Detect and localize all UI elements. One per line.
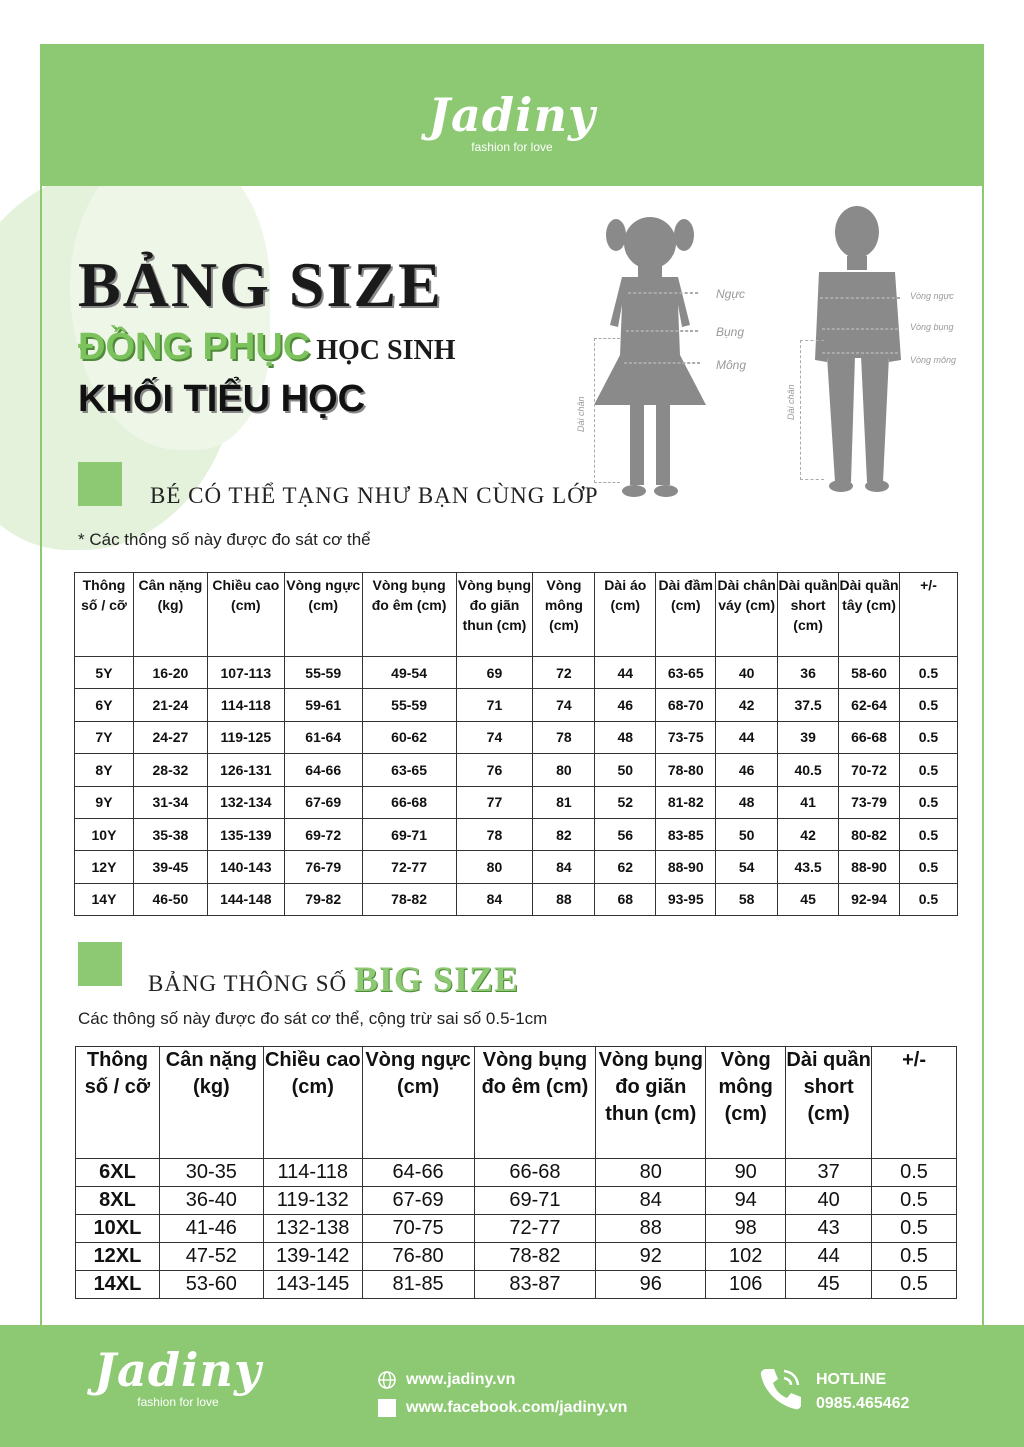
size-label-cell: 6Y [75, 689, 134, 721]
table-header-row [75, 573, 958, 657]
table-cell: 73-79 [839, 786, 900, 818]
size-label-cell: 14Y [75, 883, 134, 915]
girl-hip-line [624, 362, 700, 364]
table-cell: 144-148 [207, 883, 284, 915]
t2-header-cell: Dài quần short (cm) [786, 1047, 872, 1159]
table-cell: 102 [706, 1243, 786, 1271]
table-cell: 44 [595, 657, 656, 689]
table-cell: 24-27 [133, 721, 207, 753]
table-row [76, 1243, 957, 1271]
table-cell: 68-70 [656, 689, 716, 721]
table-row [76, 1215, 957, 1243]
girl-label-hip: Mông [716, 358, 747, 372]
table-cell: 46-50 [133, 883, 207, 915]
table-cell: 0.5 [899, 883, 957, 915]
table-cell: 96 [596, 1271, 706, 1299]
table-cell: 54 [716, 851, 778, 883]
t2-header-cell: Vòng ngực (cm) [362, 1047, 474, 1159]
table-cell: 66-68 [362, 786, 456, 818]
table-cell: 64-66 [284, 754, 362, 786]
table-cell: 74 [533, 689, 595, 721]
table-cell: 69 [456, 657, 533, 689]
table-cell: 40 [786, 1187, 872, 1215]
section2-marker [78, 942, 122, 986]
table-cell: 39 [778, 721, 839, 753]
table-cell: 42 [778, 818, 839, 850]
table-row [75, 657, 958, 689]
table-cell: 63-65 [656, 657, 716, 689]
girl-leg-line [594, 338, 620, 483]
facebook-link[interactable]: www.facebook.com/jadiny.vn [406, 1399, 628, 1416]
boy-label-chest: Vòng ngực [910, 291, 954, 301]
table-cell: 132-138 [263, 1215, 362, 1243]
table-cell: 36-40 [159, 1187, 263, 1215]
table-cell: 0.5 [872, 1187, 957, 1215]
table-cell: 94 [706, 1187, 786, 1215]
table-cell: 80 [533, 754, 595, 786]
table-cell: 76-80 [362, 1243, 474, 1271]
section2-title-big: BIG SIZE [353, 959, 519, 999]
girl-label-chest: Ngực [716, 287, 745, 301]
t2-header-cell: Vòng bụng đo êm (cm) [474, 1047, 596, 1159]
table-cell: 60-62 [362, 721, 456, 753]
table-cell: 58 [716, 883, 778, 915]
table-cell: 69-71 [474, 1187, 596, 1215]
boy-label-hip: Vòng mông [910, 355, 957, 365]
table-cell: 74 [456, 721, 533, 753]
section1-title: BÉ CÓ THỂ TẠNG NHƯ BẠN CÙNG LỚP [150, 483, 599, 508]
boy-chest-line [820, 297, 900, 299]
table-cell: 21-24 [133, 689, 207, 721]
table-cell: 62-64 [839, 689, 900, 721]
table-cell: 0.5 [899, 721, 957, 753]
table-row [75, 883, 958, 915]
t1-header-cell: Dài đầm (cm) [656, 573, 716, 657]
size-table-big [75, 1046, 957, 1299]
table-cell: 93-95 [656, 883, 716, 915]
table-cell: 55-59 [284, 657, 362, 689]
table-cell: 64-66 [362, 1159, 474, 1187]
table-cell: 28-32 [133, 754, 207, 786]
table-cell: 45 [778, 883, 839, 915]
table-cell: 70-75 [362, 1215, 474, 1243]
table-cell: 0.5 [899, 818, 957, 850]
table-cell: 126-131 [207, 754, 284, 786]
table-cell: 66-68 [474, 1159, 596, 1187]
table-cell: 114-118 [207, 689, 284, 721]
table-cell: 50 [595, 754, 656, 786]
t2-header-cell: Vòng bụng đo giãn thun (cm) [596, 1047, 706, 1159]
table-cell: 62 [595, 851, 656, 883]
table-cell: 0.5 [872, 1215, 957, 1243]
table-cell: 46 [595, 689, 656, 721]
girl-chest-line [628, 292, 698, 294]
table-cell: 88 [596, 1215, 706, 1243]
table-cell: 67-69 [362, 1187, 474, 1215]
table-cell: 46 [716, 754, 778, 786]
facebook-row [378, 1399, 627, 1417]
table-cell: 92-94 [839, 883, 900, 915]
t1-header-cell: Chiều cao (cm) [207, 573, 284, 657]
table-cell: 42 [716, 689, 778, 721]
table-cell: 48 [595, 721, 656, 753]
table-cell: 80 [456, 851, 533, 883]
table-cell: 0.5 [872, 1243, 957, 1271]
table-cell: 39-45 [133, 851, 207, 883]
table-row [76, 1159, 957, 1187]
size-label-cell: 9Y [75, 786, 134, 818]
t1-header-cell: Vòng bụng đo giãn thun (cm) [456, 573, 533, 657]
table-cell: 78 [456, 818, 533, 850]
table-cell: 40 [716, 657, 778, 689]
table-cell: 59-61 [284, 689, 362, 721]
table-cell: 72 [533, 657, 595, 689]
table-cell: 139-142 [263, 1243, 362, 1271]
table-cell: 63-65 [362, 754, 456, 786]
boy-leg-line [800, 340, 824, 480]
table-cell: 71 [456, 689, 533, 721]
facebook-icon [378, 1399, 396, 1417]
t1-header-cell: Vòng ngực (cm) [284, 573, 362, 657]
header-logo [412, 88, 612, 154]
boy-hip-line [822, 352, 898, 354]
page-subtitle [78, 326, 455, 369]
table-header-row [76, 1047, 957, 1159]
t1-header-cell: Dài quần tây (cm) [839, 573, 900, 657]
table-cell: 41-46 [159, 1215, 263, 1243]
t1-header-cell: Cân nặng (kg) [133, 573, 207, 657]
section2-title-prefix: BẢNG THÔNG SỐ [148, 971, 348, 996]
section2-title [148, 958, 519, 1000]
table-row [75, 721, 958, 753]
globe-icon [378, 1371, 396, 1389]
table-cell: 0.5 [899, 689, 957, 721]
t2-header-cell: Chiều cao (cm) [263, 1047, 362, 1159]
t1-header-cell: Dài áo (cm) [595, 573, 656, 657]
table-cell: 37 [786, 1159, 872, 1187]
boy-waist-line [822, 328, 898, 330]
table-cell: 98 [706, 1215, 786, 1243]
size-label-cell: 8Y [75, 754, 134, 786]
table-cell: 83-85 [656, 818, 716, 850]
table-cell: 88 [533, 883, 595, 915]
table-cell: 78-82 [362, 883, 456, 915]
table-cell: 78 [533, 721, 595, 753]
t2-header-cell: Thông số / cỡ [76, 1047, 160, 1159]
hotline-label: HOTLINE [816, 1371, 887, 1388]
table-cell: 135-139 [207, 818, 284, 850]
table-cell: 31-34 [133, 786, 207, 818]
table-cell: 41 [778, 786, 839, 818]
table-cell: 107-113 [207, 657, 284, 689]
t1-header-cell: Dài quần short (cm) [778, 573, 839, 657]
table-cell: 72-77 [474, 1215, 596, 1243]
table-cell: 81-85 [362, 1271, 474, 1299]
size-label-cell: 12XL [76, 1243, 160, 1271]
t2-header-cell: Vòng mông (cm) [706, 1047, 786, 1159]
hotline-number[interactable]: 0985.465462 [816, 1395, 910, 1412]
table-cell: 143-145 [263, 1271, 362, 1299]
t2-header-cell: Cân nặng (kg) [159, 1047, 263, 1159]
table-cell: 70-72 [839, 754, 900, 786]
table-cell: 88-90 [839, 851, 900, 883]
size-label-cell: 10Y [75, 818, 134, 850]
table-cell: 114-118 [263, 1159, 362, 1187]
table-cell: 79-82 [284, 883, 362, 915]
table-cell: 47-52 [159, 1243, 263, 1271]
table-row [75, 754, 958, 786]
table-cell: 90 [706, 1159, 786, 1187]
boy-label-waist: Vòng bụng [910, 322, 954, 332]
page-subtitle-2: KHỐI TIỂU HỌC [78, 378, 366, 420]
brand-name: Jadiny [428, 88, 596, 142]
footer-band [0, 1325, 1024, 1447]
website-link[interactable]: www.jadiny.vn [406, 1371, 516, 1388]
phone-icon [756, 1363, 806, 1413]
size-label-cell: 7Y [75, 721, 134, 753]
table-cell: 67-69 [284, 786, 362, 818]
size-label-cell: 6XL [76, 1159, 160, 1187]
table-cell: 76 [456, 754, 533, 786]
size-table-standard [74, 572, 958, 916]
table-cell: 78-80 [656, 754, 716, 786]
table-cell: 30-35 [159, 1159, 263, 1187]
table-cell: 49-54 [362, 657, 456, 689]
table-cell: 83-87 [474, 1271, 596, 1299]
girl-label-leg: Dài chân [576, 396, 586, 432]
table-cell: 68 [595, 883, 656, 915]
section1-marker [78, 462, 122, 506]
boy-label-leg: Dài chân [786, 384, 796, 420]
table-cell: 69-71 [362, 818, 456, 850]
table-cell: 84 [596, 1187, 706, 1215]
table-cell: 72-77 [362, 851, 456, 883]
table-cell: 106 [706, 1271, 786, 1299]
table-cell: 77 [456, 786, 533, 818]
boy-silhouette [815, 206, 901, 492]
table-cell: 80-82 [839, 818, 900, 850]
t1-header-cell: +/- [899, 573, 957, 657]
table-cell: 0.5 [899, 657, 957, 689]
table-cell: 52 [595, 786, 656, 818]
table-cell: 76-79 [284, 851, 362, 883]
subtitle-sub: HỌC SINH [316, 335, 456, 366]
table-cell: 48 [716, 786, 778, 818]
table-cell: 81-82 [656, 786, 716, 818]
size-label-cell: 14XL [76, 1271, 160, 1299]
section1-note: * Các thông số này được đo sát cơ thể [78, 530, 371, 549]
size-label-cell: 8XL [76, 1187, 160, 1215]
girl-label-waist: Bụng [716, 325, 745, 339]
size-label-cell: 10XL [76, 1215, 160, 1243]
table-cell: 82 [533, 818, 595, 850]
table-cell: 0.5 [899, 754, 957, 786]
size-label-cell: 5Y [75, 657, 134, 689]
table-cell: 44 [786, 1243, 872, 1271]
table-row [76, 1271, 957, 1299]
girl-waist-line [626, 330, 698, 332]
table-row [75, 689, 958, 721]
table-cell: 53-60 [159, 1271, 263, 1299]
table-cell: 140-143 [207, 851, 284, 883]
table-cell: 73-75 [656, 721, 716, 753]
table-cell: 61-64 [284, 721, 362, 753]
table-cell: 56 [595, 818, 656, 850]
t2-header-cell: +/- [872, 1047, 957, 1159]
t1-header-cell: Thông số / cỡ [75, 573, 134, 657]
table-row [75, 786, 958, 818]
table-cell: 132-134 [207, 786, 284, 818]
brand-tagline: fashion for love [471, 140, 553, 154]
size-label-cell: 12Y [75, 851, 134, 883]
subtitle-main: ĐỒNG PHỤC [78, 326, 311, 368]
t1-header-cell: Dài chân váy (cm) [716, 573, 778, 657]
table-cell: 88-90 [656, 851, 716, 883]
table-cell: 45 [786, 1271, 872, 1299]
table-cell: 92 [596, 1243, 706, 1271]
table-row [75, 851, 958, 883]
website-row [378, 1371, 515, 1389]
table-cell: 40.5 [778, 754, 839, 786]
table-cell: 0.5 [899, 786, 957, 818]
footer-brand-name: Jadiny [94, 1343, 262, 1397]
table-row [75, 818, 958, 850]
table-cell: 0.5 [899, 851, 957, 883]
table-cell: 81 [533, 786, 595, 818]
t1-header-cell: Vòng bụng đo êm (cm) [362, 573, 456, 657]
table-cell: 58-60 [839, 657, 900, 689]
table-cell: 16-20 [133, 657, 207, 689]
table-cell: 69-72 [284, 818, 362, 850]
table-cell: 55-59 [362, 689, 456, 721]
page-title: BẢNG SIZE [78, 249, 443, 320]
table-cell: 35-38 [133, 818, 207, 850]
footer-brand-tagline: fashion for love [137, 1395, 219, 1409]
table-cell: 50 [716, 818, 778, 850]
table-cell: 43 [786, 1215, 872, 1243]
table-cell: 0.5 [872, 1271, 957, 1299]
table-cell: 119-132 [263, 1187, 362, 1215]
table-cell: 78-82 [474, 1243, 596, 1271]
table-cell: 66-68 [839, 721, 900, 753]
section2-note: Các thông số này được đo sát cơ thể, cộng trừ sai số 0.5-1cm [78, 1009, 548, 1028]
t1-header-cell: Vòng mông (cm) [533, 573, 595, 657]
table-cell: 36 [778, 657, 839, 689]
table-cell: 0.5 [872, 1159, 957, 1187]
table-cell: 84 [456, 883, 533, 915]
table-row [76, 1187, 957, 1215]
table-cell: 119-125 [207, 721, 284, 753]
table-cell: 84 [533, 851, 595, 883]
footer-logo [78, 1343, 278, 1409]
table-cell: 37.5 [778, 689, 839, 721]
table-cell: 44 [716, 721, 778, 753]
table-cell: 80 [596, 1159, 706, 1187]
table-cell: 43.5 [778, 851, 839, 883]
